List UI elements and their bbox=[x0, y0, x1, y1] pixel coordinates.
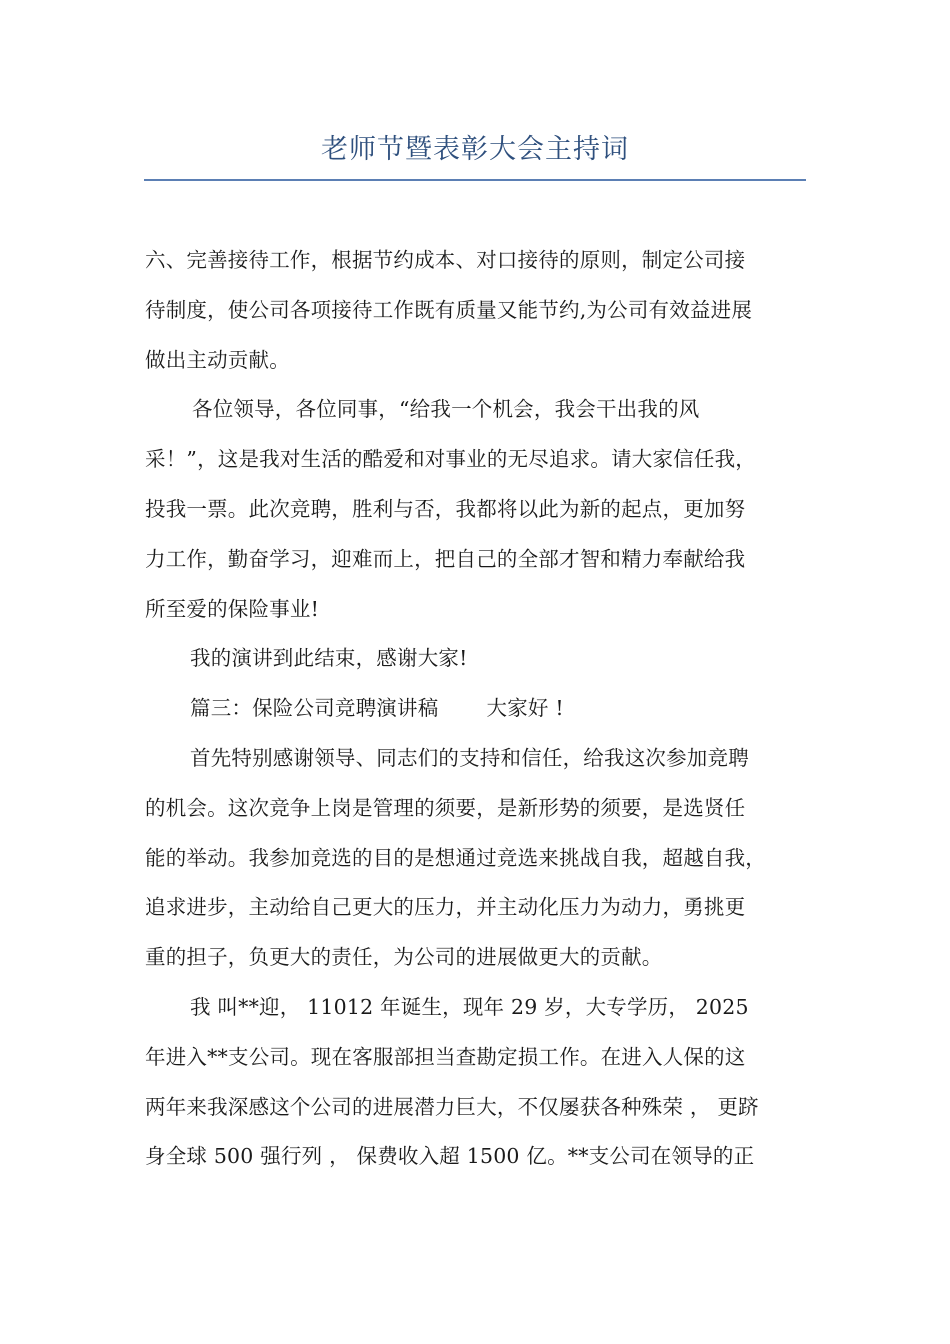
text-line: 两年来我深感这个公司的进展潜力巨大，不仅屡获各种殊荣 ， 更跻 bbox=[145, 1094, 759, 1119]
paragraph-reception-work bbox=[145, 236, 809, 385]
title-underline bbox=[144, 179, 806, 181]
text-line: 追求进步，主动给自己更大的压力，并主动化压力为动力，勇挑更 bbox=[145, 895, 746, 920]
text-line: 我的演讲到此结束，感谢大家! bbox=[190, 646, 468, 671]
text-line: 待制度，使公司各项接待工作既有质量又能节约,为公司有效益进展 bbox=[145, 297, 753, 322]
text-line: 采！”，这是我对生活的酷爱和对事业的无尽追求。请大家信任我， bbox=[145, 447, 756, 472]
text-line: 的机会。这次竞争上岗是管理的须要，是新形势的须要，是选贤任 bbox=[145, 795, 746, 820]
text-line: 首先特别感谢领导、同志们的支持和信任，给我这次参加竞聘 bbox=[190, 745, 749, 770]
paragraph-gratitude bbox=[145, 734, 809, 983]
text-line: 重的担子，负更大的责任，为公司的进展做更大的贡献。 bbox=[145, 945, 663, 970]
text-line: 做出主动贡献。 bbox=[145, 347, 290, 372]
text-line: 年进入**支公司。现在客服部担当查勘定损工作。在进入人保的这 bbox=[145, 1044, 746, 1069]
text-line: 篇三：保险公司竞聘演讲稿 大家好 ! bbox=[190, 696, 564, 721]
text-line: 所至爱的保险事业! bbox=[145, 596, 320, 621]
paragraph-thanks bbox=[145, 634, 809, 684]
text-line: 力工作，勤奋学习，迎难而上，把自己的全部才智和精力奉献给我 bbox=[145, 546, 746, 571]
document-title: 老师节暨表彰大会主持词 bbox=[321, 134, 629, 165]
text-line: 各位领导，各位同事，“给我一个机会，我会干出我的风 bbox=[192, 397, 700, 422]
paragraph-self-introduction bbox=[145, 983, 809, 1182]
paragraph-closing-appeal bbox=[145, 385, 809, 634]
paragraph-section-heading bbox=[145, 684, 809, 734]
text-line: 六、完善接待工作，根据节约成本、对口接待的原则，制定公司接 bbox=[145, 248, 746, 272]
document-body bbox=[145, 236, 809, 1182]
text-line: 身全球 500 强行列 ， 保费收入超 1500 亿。**支公司在领导的正 bbox=[145, 1144, 755, 1169]
text-line: 能的举动。我参加竞选的目的是想通过竞选来挑战自我，超越自我， bbox=[145, 845, 766, 870]
text-line: 投我一票。此次竞聘，胜利与否，我都将以此为新的起点，更加努 bbox=[145, 496, 746, 521]
text-line: 我 叫**迎， 11012 年诞生，现年 29 岁，大专学历， 2025 bbox=[190, 994, 749, 1019]
